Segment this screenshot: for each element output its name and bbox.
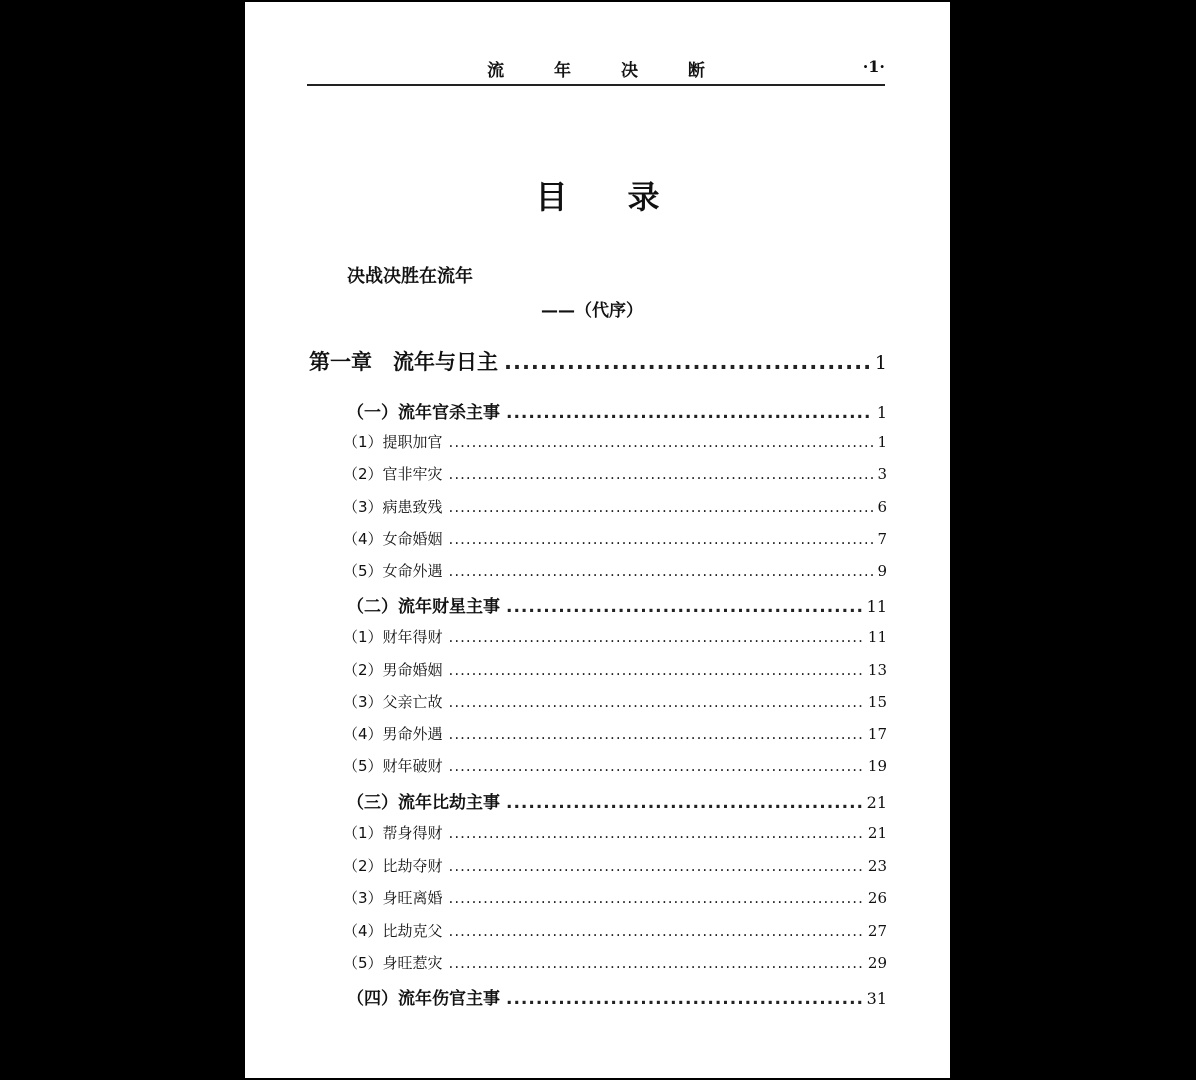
toc-dot-leader — [506, 597, 863, 617]
toc-page-number: 23 — [867, 857, 887, 875]
toc-page-number: 19 — [867, 757, 887, 775]
toc-page-number: 15 — [867, 693, 887, 711]
toc-page-number: 3 — [877, 465, 887, 483]
toc-page-number: 21 — [866, 793, 887, 812]
toc-dot-leader — [506, 793, 863, 813]
toc-item-row — [343, 528, 887, 549]
toc-entry-label: （5）女命外遇 — [343, 562, 443, 580]
toc-entry-label: （1）财年得财 — [343, 628, 443, 646]
toc-item-row — [343, 952, 887, 973]
preface-title: 决战决胜在流年 — [347, 266, 473, 287]
toc-dot-leader — [449, 693, 864, 711]
toc-section-row — [347, 984, 887, 1009]
toc-page-number: 1 — [877, 433, 887, 451]
toc-page-number: 17 — [867, 725, 887, 743]
toc-page-number: 6 — [877, 498, 887, 516]
toc-page-number: 1 — [876, 403, 887, 422]
toc-dot-leader — [506, 403, 873, 423]
toc-entry-label: （四）流年伤官主事 — [347, 989, 500, 1009]
toc-item-row — [343, 887, 887, 908]
toc-dot-leader — [449, 498, 874, 516]
toc-item-row — [343, 560, 887, 581]
toc-item-row — [343, 659, 887, 680]
toc-section-row — [347, 398, 887, 423]
toc-section-row — [347, 788, 887, 813]
toc-entry-label: （5）财年破财 — [343, 757, 443, 775]
toc-page-number: 31 — [866, 989, 887, 1008]
toc-page-number: 27 — [867, 922, 887, 940]
toc-item-row — [343, 920, 887, 941]
toc-page-number: 11 — [867, 628, 887, 646]
toc-dot-leader — [449, 889, 864, 907]
toc-page-number: 11 — [866, 597, 887, 616]
toc-entry-label: （4）女命婚姻 — [343, 530, 443, 548]
toc-entry-label: （3）身旺离婚 — [343, 889, 443, 907]
toc-page-number: 21 — [867, 824, 887, 842]
toc-chapter-row — [309, 346, 887, 376]
toc-entry-label: （3）病患致残 — [343, 498, 443, 516]
toc-page-number: 1 — [874, 352, 887, 374]
toc-entry-label: （2）比劫夺财 — [343, 857, 443, 875]
page-folio: ·1· — [862, 57, 885, 76]
toc-page-number: 7 — [877, 530, 887, 548]
toc-item-row — [343, 626, 887, 647]
toc-dot-leader — [449, 824, 864, 842]
toc-entry-label: （4）比劫克父 — [343, 922, 443, 940]
toc-entry-label: （2）男命婚姻 — [343, 661, 443, 679]
toc-heading: 目录 — [535, 178, 720, 216]
toc-entry-label: （3）父亲亡故 — [343, 693, 443, 711]
toc-dot-leader — [449, 530, 874, 548]
toc-item-row — [343, 496, 887, 517]
toc-entry-label: （2）官非牢灾 — [343, 465, 443, 483]
toc-dot-leader — [449, 661, 864, 679]
toc-dot-leader — [449, 465, 874, 483]
toc-item-row — [343, 691, 887, 712]
toc-page-number: 29 — [867, 954, 887, 972]
toc-section-row — [347, 592, 887, 617]
running-title: 流 年 决 断 — [487, 61, 727, 81]
preface-subtitle: ——（代序） — [541, 301, 643, 321]
toc-entry-label: （二）流年财星主事 — [347, 597, 500, 617]
toc-dot-leader — [449, 562, 874, 580]
toc-entry-label: 第一章 流年与日主 — [309, 350, 498, 374]
book-page — [245, 2, 950, 1078]
toc-item-row — [343, 463, 887, 484]
toc-page-number: 9 — [877, 562, 887, 580]
toc-dot-leader — [504, 350, 871, 374]
toc-list — [245, 2, 950, 1078]
toc-page-number: 13 — [867, 661, 887, 679]
toc-entry-label: （三）流年比劫主事 — [347, 793, 500, 813]
toc-item-row — [343, 855, 887, 876]
toc-item-row — [343, 822, 887, 843]
toc-dot-leader — [449, 628, 864, 646]
toc-dot-leader — [449, 433, 874, 451]
toc-item-row — [343, 431, 887, 452]
toc-dot-leader — [449, 857, 864, 875]
toc-entry-label: （4）男命外遇 — [343, 725, 443, 743]
toc-item-row — [343, 755, 887, 776]
toc-entry-label: （1）提职加官 — [343, 433, 443, 451]
toc-entry-label: （一）流年官杀主事 — [347, 403, 500, 423]
toc-item-row — [343, 723, 887, 744]
toc-dot-leader — [449, 922, 864, 940]
toc-dot-leader — [506, 989, 863, 1009]
toc-page-number: 26 — [867, 889, 887, 907]
toc-entry-label: （5）身旺惹灾 — [343, 954, 443, 972]
toc-dot-leader — [449, 954, 864, 972]
toc-entry-label: （1）帮身得财 — [343, 824, 443, 842]
toc-dot-leader — [449, 757, 864, 775]
toc-dot-leader — [449, 725, 864, 743]
